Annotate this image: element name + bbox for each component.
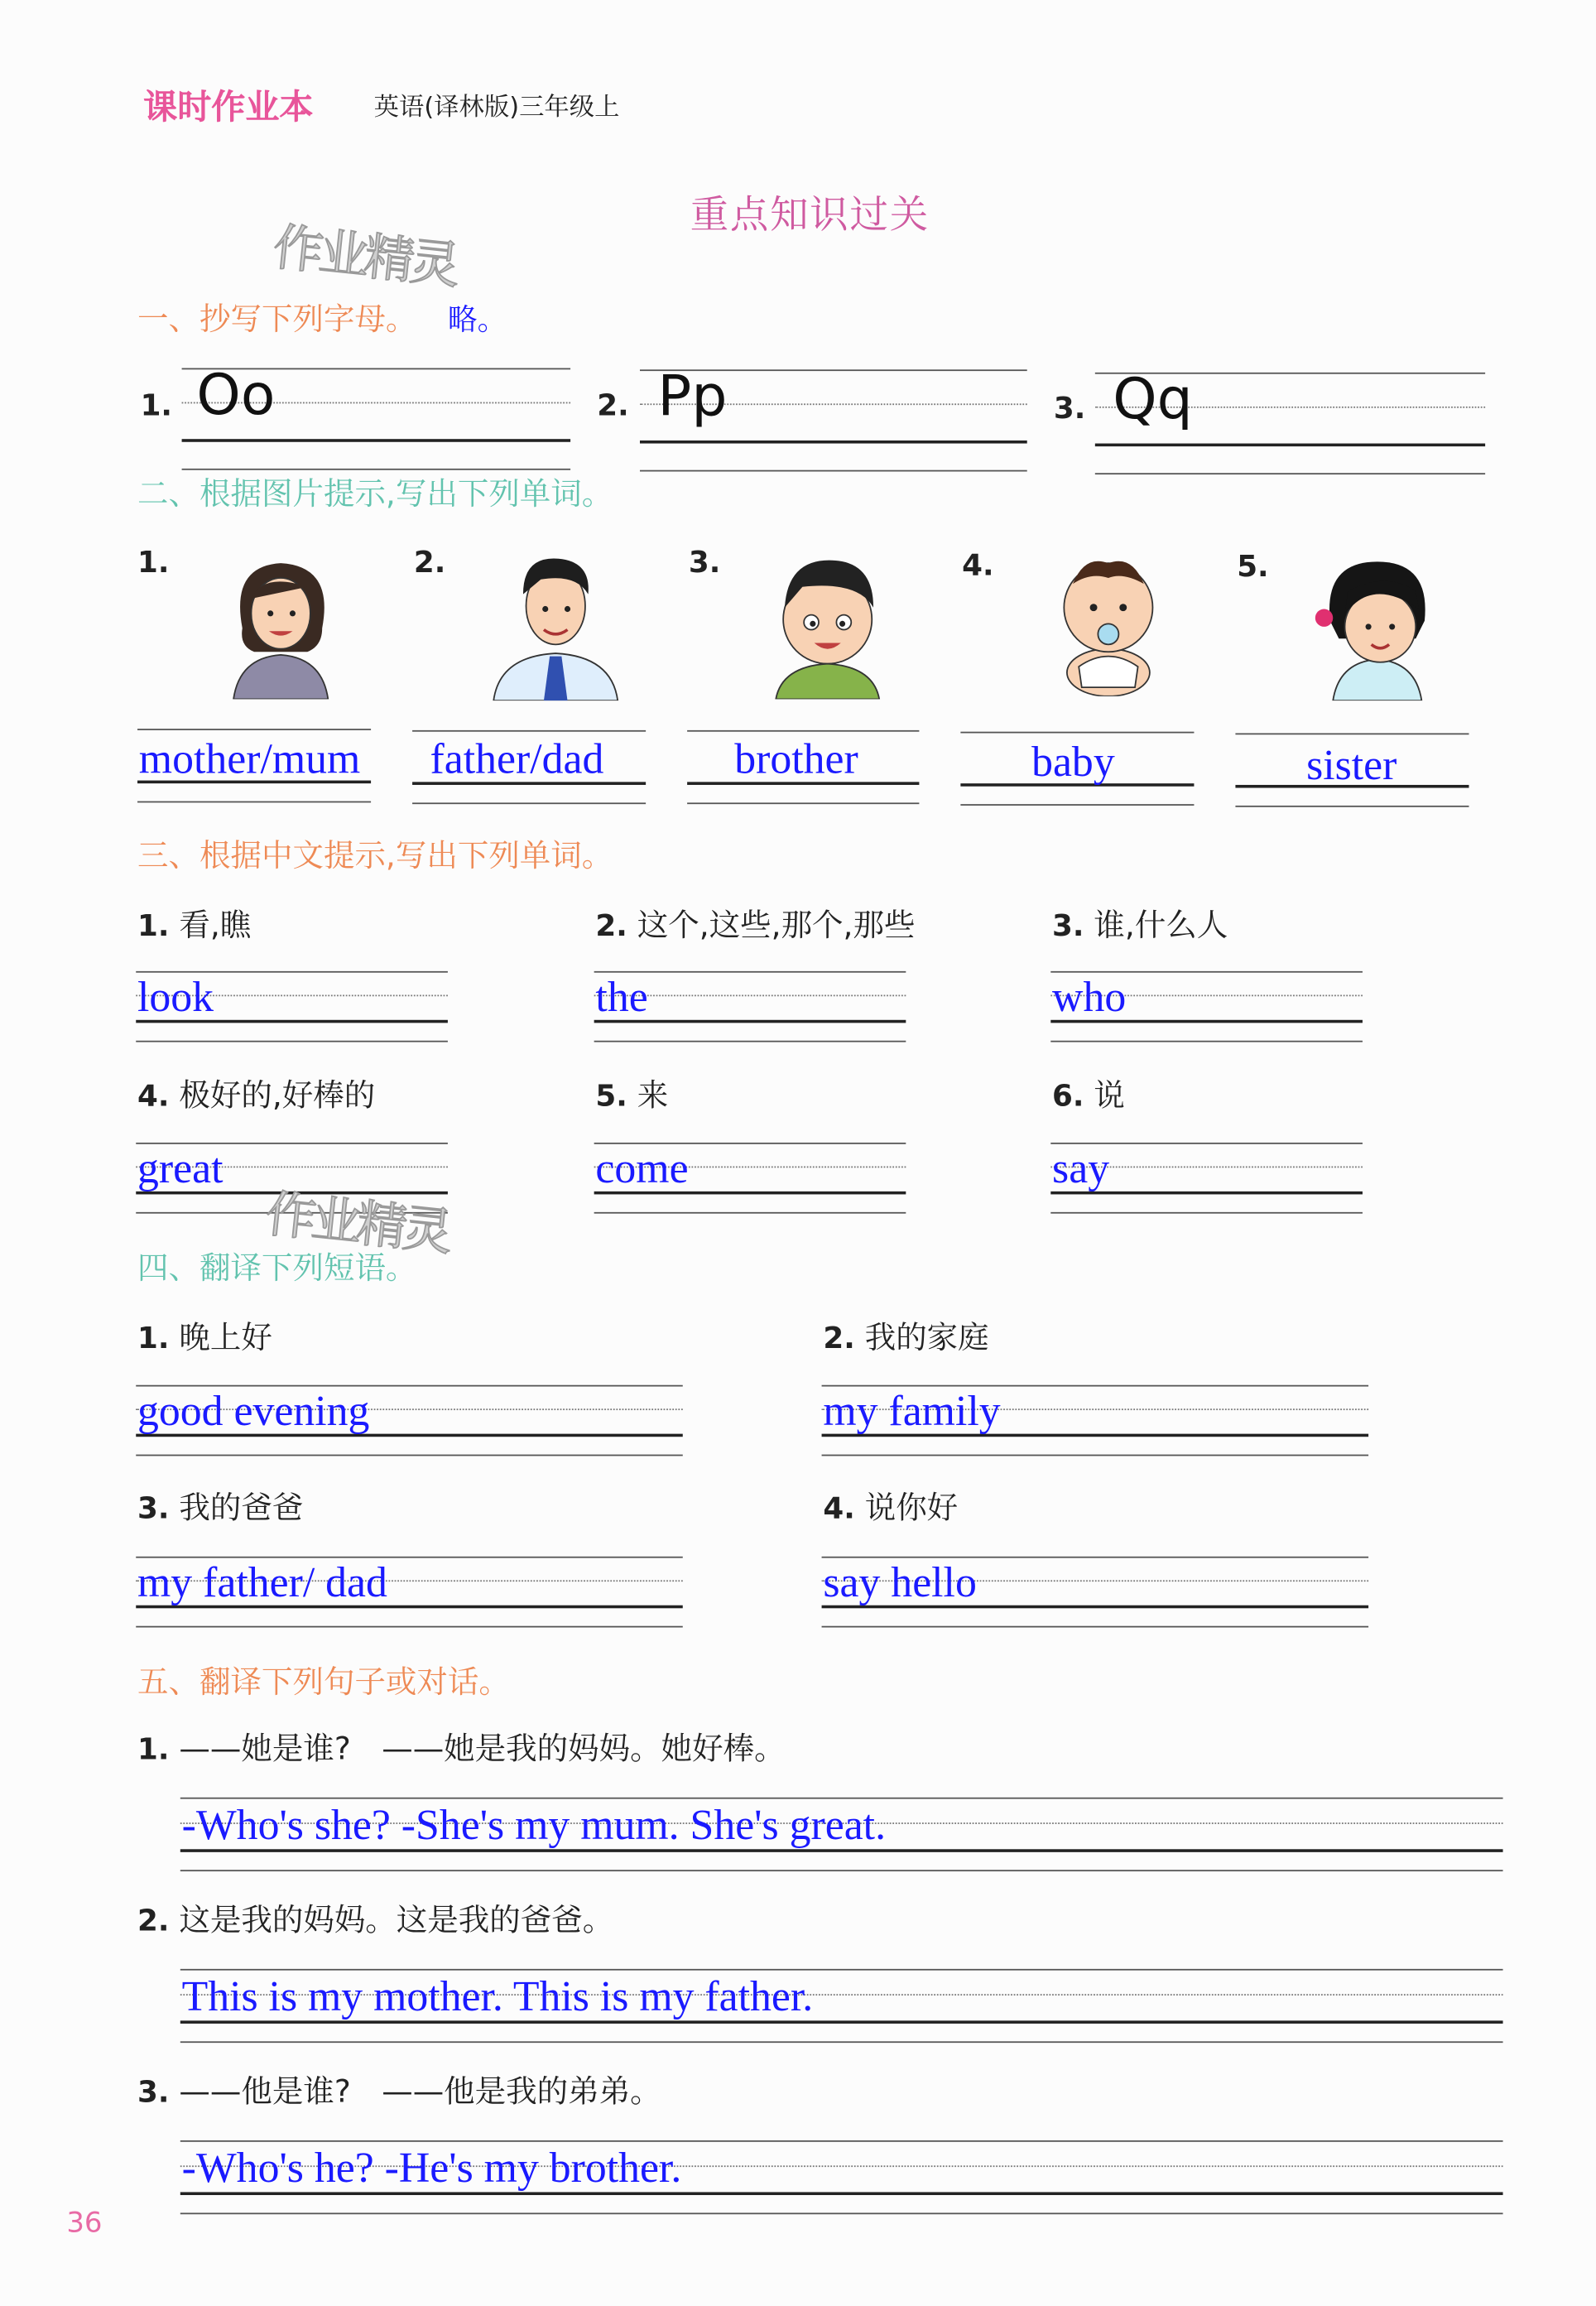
section3-prompt: 看,瞧: [179, 907, 252, 943]
section3-answer-line-1[interactable]: [136, 971, 448, 1042]
section3-answer-line-6[interactable]: [1050, 1143, 1363, 1214]
section5-num: 3.: [137, 2073, 170, 2110]
section3-answer-2: the: [595, 974, 648, 1022]
section5-answer-line-1[interactable]: [180, 1798, 1503, 1871]
section3-answer-1: look: [137, 974, 214, 1022]
section3-answer-6: say: [1052, 1145, 1110, 1193]
section3-num: 4.: [137, 1077, 170, 1114]
section5-question-3: [137, 2068, 661, 2112]
s2-answer-line-3[interactable]: [687, 730, 919, 804]
section3-num: 3.: [1052, 907, 1084, 943]
section4-answer-line-3[interactable]: [136, 1557, 683, 1628]
section4-question-2: [823, 1314, 988, 1359]
section3-answer-4: great: [137, 1145, 224, 1193]
s1-num-2: 2.: [597, 387, 629, 423]
s2-answer-line-1[interactable]: [137, 729, 371, 802]
s1-writing-grid-3[interactable]: [1095, 366, 1485, 474]
section4-question-3: [137, 1484, 303, 1529]
sister-picture: [1312, 556, 1442, 700]
section5-answer-1: -Who's she? -She's my mum. She's great.: [181, 1802, 887, 1850]
s2-num-1: 1.: [137, 543, 170, 580]
s1-letters-2: Pp: [657, 363, 728, 429]
s1-writing-grid-2[interactable]: [640, 363, 1027, 471]
section3-answer-line-2[interactable]: [594, 971, 906, 1042]
section1-heading: [137, 296, 416, 340]
section5-num: 1.: [137, 1731, 170, 1767]
section4-prompt: 我的家庭: [864, 1320, 989, 1356]
s2-num-5: 5.: [1237, 548, 1269, 585]
s2-num-4: 4.: [962, 546, 994, 583]
s2-num-2: 2.: [413, 543, 446, 580]
section4-heading: 四、翻译下列短语。: [137, 1250, 417, 1287]
s1-letters-3: Qq: [1113, 366, 1193, 432]
section5-answer-line-3[interactable]: [180, 2140, 1503, 2214]
section4-prompt: 我的爸爸: [179, 1490, 304, 1526]
section4-answer-line-1[interactable]: [136, 1385, 683, 1456]
section2-heading: 二、根据图片提示,写出下列单词。: [137, 475, 613, 512]
section1-answer-note: 略。: [447, 301, 507, 338]
mother-picture: [219, 554, 343, 699]
section3-question-6: [1052, 1071, 1125, 1116]
father-picture: [488, 550, 623, 700]
s2-answer-line-4[interactable]: [960, 732, 1194, 806]
section5-prompt: 这是我的妈妈。这是我的爸爸。: [179, 1902, 614, 1938]
s1-writing-grid-1[interactable]: [182, 362, 571, 470]
section5-num: 2.: [137, 1902, 170, 1938]
section4-answer-1: good evening: [137, 1388, 370, 1436]
s1-num-3: 3.: [1053, 390, 1086, 426]
section3-prompt: 极好的,好棒的: [179, 1077, 376, 1114]
section4-num: 4.: [823, 1490, 855, 1526]
s2-answer-1: mother/mum: [138, 736, 361, 784]
section5-prompt: ——他是谁? ——他是我的弟弟。: [179, 2073, 661, 2110]
section3-question-4: [137, 1071, 375, 1116]
section5-question-2: [137, 1896, 613, 1941]
section1-heading-text: 一、抄写下列字母。: [137, 301, 417, 338]
section4-question-1: [137, 1314, 272, 1359]
s2-answer-line-5[interactable]: [1235, 733, 1469, 806]
section3-question-5: [595, 1071, 668, 1116]
baby-picture: [1049, 551, 1167, 696]
section3-num: 6.: [1052, 1077, 1084, 1114]
section3-prompt: 说: [1094, 1077, 1125, 1114]
page-title: 重点知识过关: [690, 193, 930, 238]
section3-prompt: 谁,什么人: [1094, 907, 1228, 943]
section4-answer-line-4[interactable]: [822, 1557, 1369, 1628]
section3-num: 5.: [595, 1077, 627, 1114]
section4-answer-4: say hello: [823, 1559, 977, 1607]
brand-title: 课时作业本: [143, 89, 314, 128]
s2-answer-3: brother: [734, 736, 858, 784]
s2-answer-2: father/dad: [430, 736, 604, 784]
s1-letters-1: Oo: [196, 362, 276, 427]
section3-answer-line-5[interactable]: [594, 1143, 906, 1214]
section3-question-1: [137, 902, 251, 946]
section3-num: 2.: [595, 907, 627, 943]
section3-prompt: 来: [637, 1077, 669, 1114]
section5-prompt: ——她是谁? ——她是我的妈妈。她好棒。: [179, 1731, 786, 1767]
brother-picture: [770, 554, 885, 699]
section4-prompt: 晚上好: [179, 1320, 272, 1356]
s2-answer-5: sister: [1306, 742, 1397, 790]
section3-num: 1.: [137, 907, 170, 943]
section4-question-4: [823, 1484, 958, 1529]
section5-answer-3: -Who's he? -He's my brother.: [181, 2145, 682, 2193]
book-subtitle: 英语(译林版)三年级上: [373, 93, 620, 123]
section4-answer-2: my family: [823, 1388, 1001, 1436]
section4-answer-line-2[interactable]: [822, 1385, 1369, 1456]
section4-num: 2.: [823, 1320, 855, 1356]
section5-answer-2: This is my mother. This is my father.: [181, 1973, 814, 2021]
section3-prompt: 这个,这些,那个,那些: [637, 907, 916, 943]
section5-heading: 五、翻译下列句子或对话。: [137, 1664, 510, 1700]
section3-heading: 三、根据中文提示,写出下列单词。: [137, 838, 613, 874]
section4-answer-3: my father/ dad: [137, 1559, 387, 1607]
section3-question-2: [595, 902, 915, 946]
s2-answer-line-2[interactable]: [412, 730, 646, 804]
section3-answer-3: who: [1052, 974, 1127, 1022]
s2-answer-4: baby: [1031, 739, 1115, 787]
section5-question-1: [137, 1725, 786, 1769]
s2-num-3: 3.: [688, 543, 721, 580]
section4-num: 1.: [137, 1320, 170, 1356]
section4-prompt: 说你好: [864, 1490, 959, 1526]
section3-answer-line-3[interactable]: [1050, 971, 1363, 1042]
watermark: 作业精灵: [270, 218, 459, 296]
watermark-2: 作业精灵: [262, 1185, 452, 1264]
section3-question-3: [1052, 902, 1228, 946]
section3-answer-5: come: [595, 1145, 689, 1193]
section4-num: 3.: [137, 1490, 170, 1526]
page-number: 36: [66, 2207, 103, 2240]
section5-answer-line-2[interactable]: [180, 1969, 1503, 2043]
s1-num-1: 1.: [140, 387, 173, 423]
